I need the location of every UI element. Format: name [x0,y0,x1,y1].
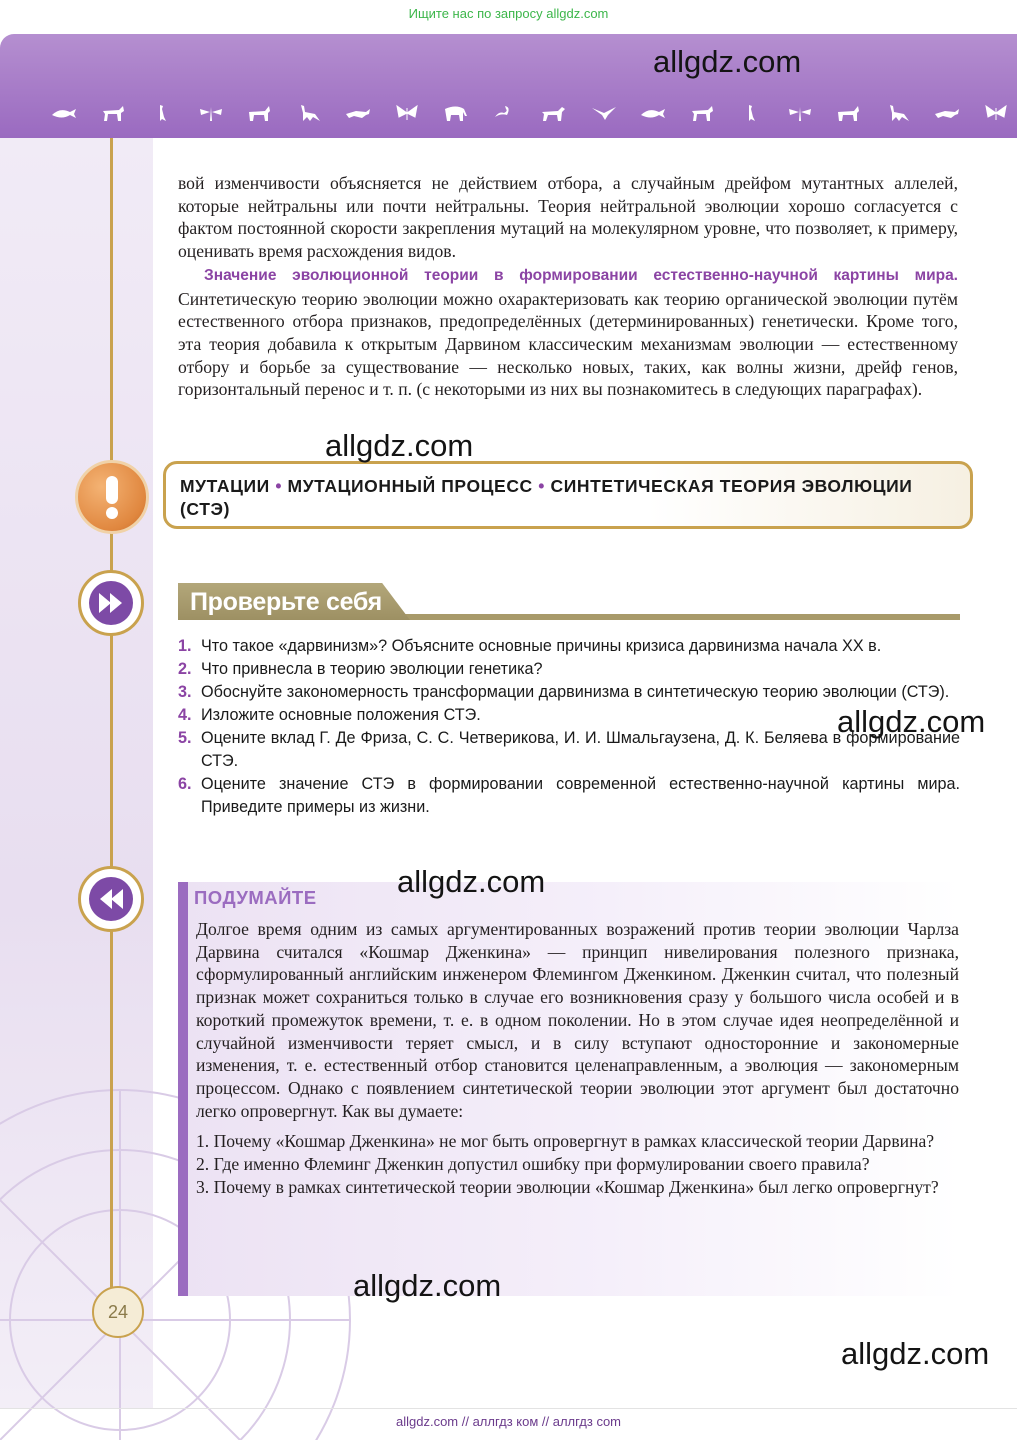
footer-divider [0,1408,1017,1409]
question-number: 5. [178,729,192,747]
think-title: ПОДУМАЙТЕ [194,887,317,908]
watermark: allgdz.com [841,1336,990,1371]
question-text: Обоснуйте закономерность трансформации дарвинизма в синтетическую теорию эволюции (СТЭ). [201,683,950,701]
think-paragraph: Долгое время одним из самых аргументированных возражений против теории эволюции Чарлза Дарвина считался «Кошмар Дженкина» — принцип нивелирования полезного признака, сформулированный английским инженером Флемингом Дженкином. Дженкин считал, что полезный признак может сохраниться только в случае его возникновения сразу у большого числа особей и в короткий промежуток времени, т. е. в одном поколении. Но в этом случае идея неопределённой и случайной изменчивости теряет смысл, и в силу вступают односторонние и закономерные изменения, т. е. естественный отбор становится целенаправленным, а эволюция — закономерным процессом. Однако с появлением синтетической теории эволюции этот аргумент был достаточно легко опровергнут. Как вы думаете: [196,919,959,1121]
dino-icon [295,103,323,123]
deer-icon [246,103,274,123]
insect-icon-2 [786,103,814,123]
pterosaur-icon [590,103,618,123]
question-text: Оцените вклад Г. Де Фриза, С. С. Четверикова, И. И. Шмальгаузена, Д. К. Беляева в формирование СТЭ. [201,729,960,770]
bird-icon-2 [737,103,765,123]
horse-icon [540,103,568,123]
question-text: Оцените значение СТЭ в формировании современной естественно-научной картины мира. Приведите примеры из жизни. [201,775,960,816]
lizard-icon-2 [933,103,961,123]
key-terms-marker [75,460,149,534]
exclamation-icon [100,474,124,520]
lizard-icon [344,103,372,123]
footer-note: allgdz.com // аллгдз ком // аллгдз com [395,1414,622,1429]
whale-icon [50,103,78,123]
think-question: 2. Где именно Флеминг Дженкин допустил ошибку при формулировании своего правила? [196,1154,870,1175]
think-marker [78,866,144,932]
deer-icon-2 [835,103,863,123]
list-item [178,773,960,819]
term-separator: • [538,476,545,496]
mammal-icon-2 [688,103,716,123]
butterfly-icon [393,103,421,123]
key-terms-box [163,461,973,529]
question-number: 6. [178,775,192,793]
intro-text [178,172,958,401]
insect-icon [197,103,225,123]
list-item [178,635,960,658]
intro-paragraph-2-text: Синтетическую теорию эволюции можно охарактеризовать как теорию органической эволюции путём естественного отбора признаков, предопределённых (детерминированных) генетически. Кроме того, эта теория добавила к открытым Дарвином классическим механизмам эволюции — естественному отбору и борьбе за существование — несколько новых, таких, как волны жизни, дрейф генов, горизонтальный перенос и т. п. (с некоторыми из них вы познакомитесь в следующих параграфах). [178,288,958,400]
animal-silhouette-row [50,98,1010,128]
question-text: Что такое «дарвинизм»? Объясните основные причины кризиса дарвинизма начала XX в. [201,637,882,655]
list-item [178,658,960,681]
intro-paragraph-1: вой изменчивости объясняется не действием отбора, а случайным дрейфом мутантных аллелей, которые нейтральны или почти нейтральны. Теория нейтральной эволюции хорошо согласуется с фактом постоянной скорости закрепления мутаций на молекулярном уровне, что позволяет, к примеру, оценивать время расхождения видов. [178,173,958,262]
question-text: Что привнесла в теорию эволюции генетика? [201,660,543,678]
key-term: МУТАЦИОННЫЙ ПРОЦЕСС [287,476,533,496]
think-text [196,918,959,1198]
term-separator: • [275,476,283,496]
key-term: СИНТЕТИЧЕСКАЯ ТЕОРИЯ ЭВОЛЮЦИИ (СТЭ) [180,476,913,519]
dino-icon-2 [884,103,912,123]
think-box-accent-bar [178,882,188,1296]
question-number: 4. [178,706,192,724]
think-question: 3. Почему в рамках синтетической теории эволюции «Кошмар Дженкина» был легко опровергнут? [196,1176,939,1197]
question-text: Изложите основные положения СТЭ. [201,706,481,724]
watermark: allgdz.com [653,44,802,79]
watermark: allgdz.com [325,428,474,463]
think-question: 1. Почему «Кошмар Дженкина» не мог быть опровергнут в рамках классической теории Дарвина? [196,1131,935,1152]
rewind-icon [88,876,134,922]
page-number: 24 [92,1286,144,1338]
butterfly-icon-2 [982,103,1010,123]
whale-icon-2 [639,103,667,123]
check-yourself-title: Проверьте себя [190,588,382,616]
scorpion-icon [491,103,519,123]
key-term: МУТАЦИИ [180,476,270,496]
question-number: 2. [178,660,192,678]
watermark: allgdz.com [837,704,986,739]
question-number: 1. [178,637,192,655]
watermark: allgdz.com [353,1268,502,1303]
top-search-note: Ищите нас по запросу allgdz.com [408,6,609,21]
watermark: allgdz.com [397,864,546,899]
list-item [178,681,960,704]
question-number: 3. [178,683,192,701]
mammal-icon [99,103,127,123]
section-heading-inline: Значение эволюционной теории в формировании естественно-научной картины мира. [204,266,958,284]
bird-icon [148,103,176,123]
elephant-icon [442,103,470,123]
intro-paragraph-2 [178,263,958,401]
check-yourself-marker [78,570,144,636]
fast-forward-icon [88,580,134,626]
margin-guide-line [110,138,113,1298]
